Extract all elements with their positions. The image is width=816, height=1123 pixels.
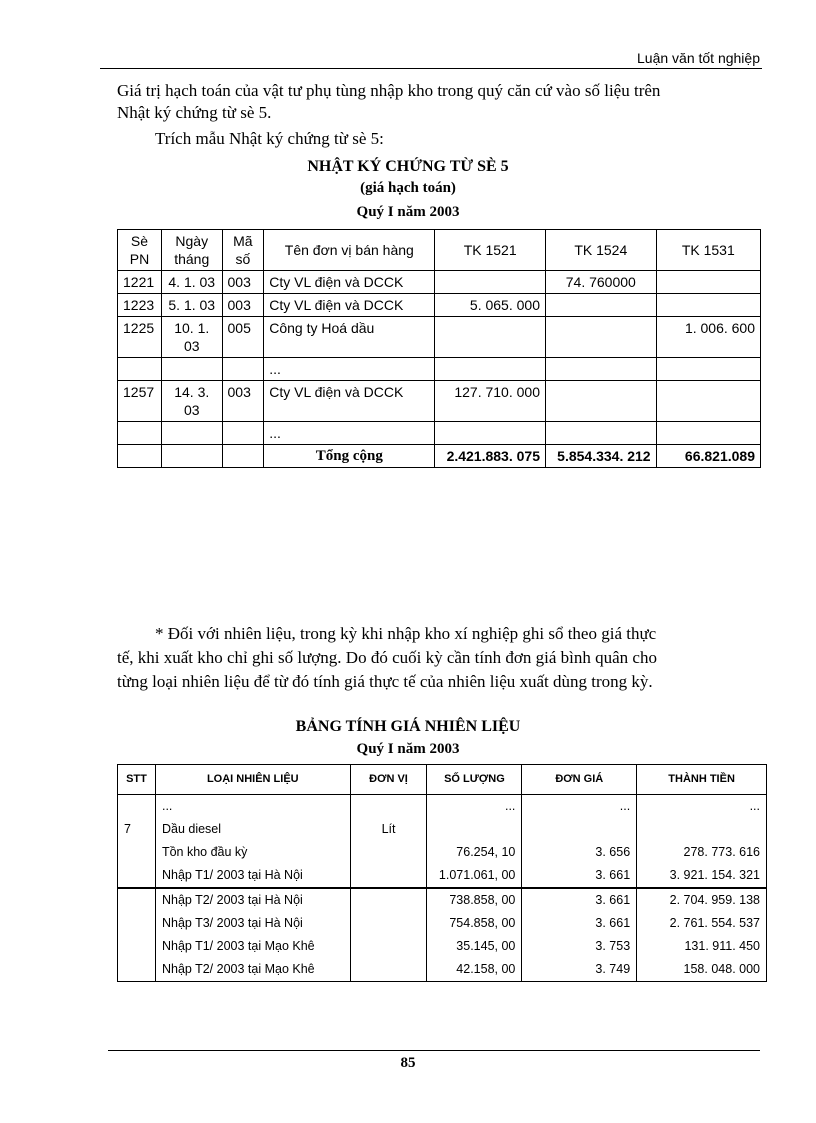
cell: 3. 661 [522,864,637,888]
cell: 3. 753 [522,935,637,958]
intro-subheading: Trích mẫu Nhật ký chứng từ sè 5: [155,129,384,148]
cell: 754.858, 00 [427,912,522,935]
cell [118,422,162,445]
cell: 3. 749 [522,958,637,982]
cell: 3. 661 [522,912,637,935]
fuel-line-1: * Đối với nhiên liệu, trong kỳ khi nhập kho xí nghiệp ghi sổ theo giá thực [155,624,657,643]
cell: 5. 065. 000 [435,294,546,317]
cell [350,912,427,935]
cell [222,422,264,445]
col-header-date: Ngày tháng [161,230,222,271]
table-row [118,358,761,381]
cell [118,358,162,381]
col-header-tk1524: TK 1524 [545,230,656,271]
cell: 1.071.061, 00 [427,864,522,888]
fuel-paragraph [117,622,767,694]
table-row [118,841,767,864]
table-row [118,294,761,317]
cell: 3. 656 [522,841,637,864]
journal-subtitle: (giá hạch toán) [360,180,456,196]
cell: 3. 661 [522,888,637,912]
cell: 1. 006. 600 [656,317,760,358]
cell: 003 [222,271,264,294]
table-header-row [118,765,767,795]
total-tk1521: 2.421.883. 075 [435,445,546,468]
header-divider [100,68,762,69]
cell: Nhập T2/ 2003 tại Hà Nội [155,888,350,912]
cell: 35.145, 00 [427,935,522,958]
cell: 42.158, 00 [427,958,522,982]
total-tk1531: 66.821.089 [656,445,760,468]
cell [161,358,222,381]
table-row [118,864,767,888]
cell: 10. 1. 03 [161,317,222,358]
journal-period: Quý I năm 2003 [356,204,460,220]
table-row [118,381,761,422]
cell: Tồn kho đầu kỳ [155,841,350,864]
cell [656,294,760,317]
cell [350,795,427,819]
col-header-unit-price: ĐƠN GIÁ [522,765,637,795]
table-row [118,912,767,935]
fuel-table-title: BẢNG TÍNH GIÁ NHIÊN LIỆU [295,718,521,735]
cell: 003 [222,381,264,422]
cell [118,912,156,935]
intro-line-1: Giá trị hạch toán của vật tư phụ tùng nhập kho trong quý căn cứ vào số liệu trên [117,81,661,100]
cell [350,841,427,864]
cell: 003 [222,294,264,317]
cell: ... [264,422,435,445]
cell: 2. 761. 554. 537 [637,912,767,935]
intro-paragraph [117,80,767,124]
total-label: Tổng cộng [264,445,435,468]
cell: 738.858, 00 [427,888,522,912]
cell [545,358,656,381]
cell: ... [427,795,522,819]
fuel-line-2: tế, khi xuất kho chỉ ghi số lượng. Do đó cuối kỳ cần tính đơn giá bình quân cho [117,648,657,667]
cell [161,445,222,468]
journal-table [117,229,761,468]
cell: 74. 760000 [545,271,656,294]
cell: 7 [118,818,156,841]
cell: 005 [222,317,264,358]
cell: ... [155,795,350,819]
cell: 76.254, 10 [427,841,522,864]
cell [656,358,760,381]
cell [656,381,760,422]
cell [435,422,546,445]
intro-line-2: Nhật ký chứng từ sè 5. [117,103,272,122]
cell: ... [637,795,767,819]
running-header: Luận văn tốt nghiệp [637,50,760,66]
cell [522,818,637,841]
col-header-fuel-type: LOẠI NHIÊN LIỆU [155,765,350,795]
cell [118,841,156,864]
cell: Cty VL điện và DCCK [264,294,435,317]
cell: 14. 3. 03 [161,381,222,422]
cell [545,294,656,317]
cell [161,422,222,445]
col-header-tk1521: TK 1521 [435,230,546,271]
cell [118,888,156,912]
table-row [118,422,761,445]
cell: 2. 704. 959. 138 [637,888,767,912]
cell: Nhập T3/ 2003 tại Hà Nội [155,912,350,935]
cell [545,381,656,422]
cell: 131. 911. 450 [637,935,767,958]
cell [350,935,427,958]
table-row [118,795,767,819]
cell: Dầu diesel [155,818,350,841]
cell: Cty VL điện và DCCK [264,271,435,294]
cell [118,795,156,819]
page-number: 85 [400,1055,416,1071]
cell: ... [264,358,435,381]
cell [222,445,264,468]
table-row [118,888,767,912]
cell [427,818,522,841]
cell: Nhập T1/ 2003 tại Hà Nội [155,864,350,888]
col-header-unit: ĐƠN VỊ [350,765,427,795]
cell: Công ty Hoá dầu [264,317,435,358]
cell: 3. 921. 154. 321 [637,864,767,888]
total-row [118,445,761,468]
col-header-quantity: SỐ LƯỢNG [427,765,522,795]
fuel-price-table [117,764,767,982]
col-header-code: Mã số [222,230,264,271]
col-header-tk1531: TK 1531 [656,230,760,271]
cell: 127. 710. 000 [435,381,546,422]
col-header-pn: Sè PN [118,230,162,271]
cell: 1221 [118,271,162,294]
cell [350,864,427,888]
cell [637,818,767,841]
cell [350,888,427,912]
col-header-vendor: Tên đơn vị bán hàng [264,230,435,271]
col-header-stt: STT [118,765,156,795]
table-header-row [118,230,761,271]
cell [118,958,156,982]
cell [435,358,546,381]
cell [222,358,264,381]
journal-title: NHẬT KÝ CHỨNG TỪ SÈ 5 [307,158,509,175]
table-row [118,818,767,841]
cell: 158. 048. 000 [637,958,767,982]
cell: 1257 [118,381,162,422]
footer-divider [108,1050,760,1051]
cell: 5. 1. 03 [161,294,222,317]
cell: 1223 [118,294,162,317]
cell: ... [522,795,637,819]
cell [435,317,546,358]
cell [656,422,760,445]
table-row [118,935,767,958]
cell: 4. 1. 03 [161,271,222,294]
fuel-line-3: từng loại nhiên liệu để từ đó tính giá thực tế của nhiên liệu xuất dùng trong kỳ. [117,672,653,691]
cell [545,317,656,358]
cell: Cty VL điện và DCCK [264,381,435,422]
cell [118,445,162,468]
cell: 1225 [118,317,162,358]
fuel-table-period: Quý I năm 2003 [356,741,460,757]
cell [435,271,546,294]
table-row [118,958,767,982]
cell [118,864,156,888]
cell [118,935,156,958]
table-row [118,317,761,358]
cell [656,271,760,294]
cell: Nhập T2/ 2003 tại Mạo Khê [155,958,350,982]
table-row [118,271,761,294]
cell [350,958,427,982]
cell [545,422,656,445]
cell: Nhập T1/ 2003 tại Mạo Khê [155,935,350,958]
col-header-amount: THÀNH TIỀN [637,765,767,795]
cell: Lít [350,818,427,841]
total-tk1524: 5.854.334. 212 [545,445,656,468]
cell: 278. 773. 616 [637,841,767,864]
